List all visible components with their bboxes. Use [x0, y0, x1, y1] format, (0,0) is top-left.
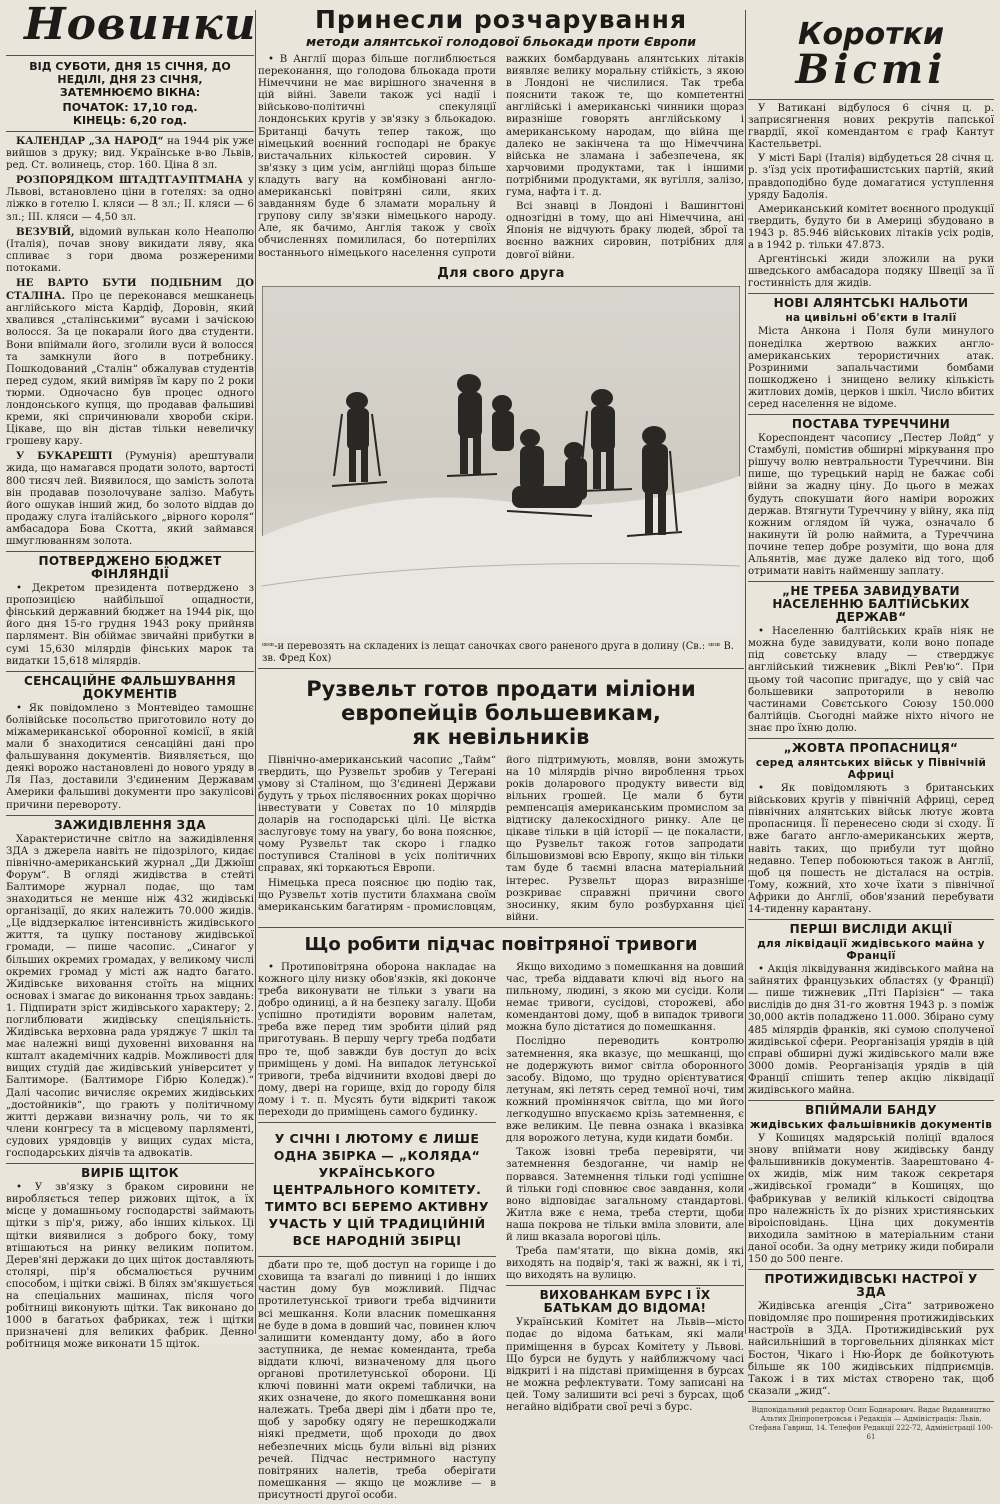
koliada-box: У СІЧНІ І ЛЮТОМУ Є ЛИШЕ ОДНА ЗБІРКА — „КОЛЯДА“ УКРАЇНСЬКОГО ЦЕНТРАЛЬНОГО КОМІТЕТУ. ТИМТО ВСІ БЕРЕМО АКТИВНУ УЧАСТЬ У ЦІЙ ТРАДИЦІЙНІЙ ВСЕ НАРОДНІЙ ЗБІРЦІ — [265, 1131, 489, 1249]
short-news-list — [6, 135, 254, 548]
forgery-text: • Як повідомлено з Монтевідео тамошнє болівійське посольство приготовило ноту до міжамериканської оборонної комісії, в якій мали б знаходитися сенсаційні дані про фальшування документів. Виявляється, що деякі ворожо настановлені до нового уряду в Ля Паз, доставили З'єдиненим Державам Америки фальшиві документи про закулісові причини перевороту. — [6, 702, 254, 811]
raids-text: Міста Анкона і Поля були минулого понеділка жертвою важких англо-американських терористичних атак. Розриними запальчастими бомбами пошкоджено і знищено велику кількість житлових домів, церков і шкіл. Число вбитих серед населення не відоме. — [748, 326, 994, 410]
short-news-item: У місті Барі (Італія) відбудеться 28 січня ц. р. з'їзд усіх протифашистських партій, який правдоподібно буде домагатися уступлення уряду Бадолія. — [748, 153, 994, 201]
imprint: Відповідальний редактор Осип Боднарович. Видає Видавництво Альтих Дніпропетровськ і Редакція — Адміністрація: Львів, Стефана Гавриш, 14. Телефон Редакції 222-72, Адміністрації 100-61 — [749, 1405, 993, 1441]
short-news-item: У Ватикані відбулося 6 січня ц. р. заприсягнення нових рекрутів папської гвардії, якої комендантом є граф Кантут Кастельветрі. — [748, 103, 994, 151]
finland-budget-heading: ПОТВЕРДЖЕНО БЮДЖЕТ ФІНЛЯНДІЇ — [38, 554, 222, 582]
lead-article-title: Принесли розчарування — [314, 5, 688, 34]
middle-column — [258, 0, 744, 1501]
roosevelt-paragraph: Північно-американський часопис „Тайм“ твердить, що Рузвельт зробив у Тегерані умову зі Сталіном, що З'єдинені Держави будуть у трьох післявоєнних роках щорічно інвестувати у Совєтах по 10 мілярдів доларів на господарські цілі. Це вістка заслуговує тому на увагу, бо вона пояснює, чому Рузвельт так скоро і гладко поступився Сталінові в усіх політичних справах, які торкаються Европи. — [258, 754, 496, 875]
blackout-end: КІНЕЦЬ: 6,20 год. — [73, 114, 187, 127]
bursa-heading: ВИХОВАНКАМ БУРС І ЇХ БАТЬКАМ ДО ВІДОМА! — [539, 1288, 711, 1316]
column-divider-right — [745, 10, 746, 1334]
lead-article-paragraph: • В Англії щораз більше поглиблюється переконання, що голодова бльокада проти Німеччини не має вирішного значення в цій війні. Завели також усі надії і військово-політичні спекуляції лондонських кругів у зв'язку з бльокадою. Британці бачуть тепер також, що німецький воєнний господарі не бракує вистачальних кількостей сировин. У зв'язку з цим усім, англійці щораз більше кладуть вагу на комбіновані англо-американські повітряні сили, яких завданням буде б зламати моральну й групову силу зв'язки німецького народу. Але, як бачимо, Англія також у своїх обчисленнях помилилася, бо потерпілих востаннього німецького населення супроти важких бомбардувань алянтських літаків виявляє велику моральну стійкість, з якою в Лондоні не числилися. Так треба пояснити також те, що компетентні англійські і американські чинники щораз виразніше говорять англійському і американському народам, що війна ще далеко не закінчена та що Німеччина війська не зламана і забезпечена, як харчовими продуктами, так і іншими потрібними продуктами, як вугілля, залізо, гума, нафта і т. д. — [258, 54, 744, 259]
airraid-paragraph: • Протиповітряна оборона накладає на кожного цілу низку обов'язків, які доконче треба виконувати не тільки з уваги на добро одиниці, а й на безпеку загалу. Щоби успішно протидіяти воровим налетам, треба вже перед тим зробити цілий ряд приготувань. В першу чергу треба подбати про те, щоб завжди був доступ до всіх приміщень у домі. На випадок летунської тривоги, треба відчинити входові двері до дому, двері на горище, вхід до городу біля дому і т. п. Мусять бути відкриті також переходи до приміщень самого будинку. — [258, 961, 496, 1119]
lead-article-paragraph: Всі знавці в Лондоні і Вашингтоні однозгідні в тому, що ані Німеччина, ані Японія не відчують браку людей, зброї та воєнно важних сировин, потрібних для довгої війни. — [506, 201, 744, 261]
photo-title: Для свого друга — [437, 265, 565, 281]
usa-heading: ЗАЖИДІВЛЕННЯ ЗДА — [54, 817, 206, 832]
blackout-start: ПОЧАТОК: 17,10 год. — [62, 101, 198, 114]
baltic-heading: „НЕ ТРЕБА ЗАВИДУВАТИ НАСЕЛЕННЮ БАЛТІЙСЬКИХ ДЕРЖАВ“ — [772, 584, 970, 625]
news-item: НЕ ВАРТО БУТИ ПОДІБНИМ ДО СТАЛІНА. Про це переконався мешканець англійського міста Кардіф, Доровін, який хвалився „сталінськими“ вусами і зачіскою волосся. За це покарали його два студенти. Вони впіймали його, зголили вуси й волосся та замкнули його в потребнику. Пошкодований „Сталін“ обжалував студентів перед судом, який виміряв їм кару по 2 роки тюрми. Одночасно був процес одного лондонського купця, що продавав фальшиві креми, які спричинювали хвороби скіри. Цікаве, що він дістав тільки невеличку грошеву кару. — [6, 277, 254, 448]
news-item: ВЕЗУВІЙ, відомий вулькан коло Неаполю (Італія), почав знову викидати ляву, яка спливає з гори двома розжереними потоками. — [6, 225, 254, 274]
short-news-masthead-line2: Вісті — [795, 46, 947, 93]
liquidation-subheading: для ліквідації жидівського майна у Франції — [757, 938, 985, 963]
right-column — [748, 0, 995, 1441]
roosevelt-body — [258, 755, 744, 924]
liquidation-text: • Акція ліквідування жидівського майна на зайнятих французьких областях (у Франції) — пише тижневик „Пті Парізієн“ — така вислідів до дня 31-го жовтня 1943 р. з поміж 30,000 актів поладжено 11.000. Збірано суму 485 мілярдів франків, які сумою сполученої жидівської сфери. Реорганізація урядів в цій справі обширні дужі жидівського мали вже 3000 домів. Реорганізація урядів в цій Франції спішить тепер акцію ліквідації жидівського майна. — [748, 964, 994, 1096]
blackout-times — [6, 101, 254, 127]
airraid-column-b — [506, 962, 744, 1504]
ski-soldiers-photo-image — [262, 286, 740, 638]
fever-text: • Як повідомляють з британських військових кругів у північній Африці, серед північних алянтських військ лютує жовта пропасниця. Її перенесено сюди зі сходу. Її вже багато англо-американських жертв, навіть таких, що прибули тут щойно недавно. Тепер побоюються також в Англії, щоб ця пошесть не дісталася на острів. Тому, кожний, хто хоче їхати з північної Африки до Англії, обов'язаний перебувати 14-тиденну карантану. — [748, 783, 994, 915]
moods-text: Жидівська агенція „Сіта“ затривожено повідомляє про поширення протижидівських настроїв в ЗДА. Протижидівський рух найсильніший в торговельних ділянках міст Бостон, Чікаго і Ню-Йорк де бойкотують більше як 100 жидівських підприємців. Також і в тих містах створено так, щоб сказали „жид“. — [748, 1301, 994, 1397]
roosevelt-paragraph: Німецька преса пояснює цю подію так, що Рузвельт хотів пустити блахмана своїм американським багатирям - промисловцям, його підтримують, мовляв, вони зможуть на 10 мілярдів річно вироблення трьох років доларового продукту вивести від вільних грошей. Це мали б бути ремпенсація американським промислом за відтиску далекосхідного ринку. Але це цікаве тільки в цій історії — це покаласти, що Рузвельт також готов запродати більшовизмові всю Европу, якщо він тільки там буде б таємні власна матеріальний інтерес. Рузвельт щораз виразніше розкриває справжні причини свого зносинку, яким було розбурхання цієї війни. — [258, 754, 744, 923]
moods-heading: ПРОТИЖИДІВСЬКІ НАСТРОЇ У ЗДА — [764, 1272, 978, 1300]
photo-caption: ꟹꟹ-и перевозять на складених із лещат саночках свого раненого друга в долину (Св.: ꟹꟹ В. зв. Фред Кох) — [262, 640, 734, 664]
ski-soldiers-photo — [262, 286, 740, 638]
left-column — [6, 0, 257, 1351]
raids-subheading: на цивільні об'єкти в Італії — [785, 312, 957, 325]
turkey-heading: ПОСТАВА ТУРЕЧЧИНИ — [791, 417, 951, 432]
airraid-headline: Що робити підчас повітряної тривоги — [304, 933, 698, 955]
airraid-section — [258, 962, 744, 1504]
airraid-paragraph: Якщо виходимо з помешкання на довший час, треба віддавати ключі від нього на пильному, людині, з якою ми сусіди. Коли немає тривоги, сусідові, сторожеві, або комендантові дому, щоб в випадок тривоги можна було дістатися до помешкання. — [506, 961, 744, 1034]
baltic-text: • Населенню балтійських країв ніяк не можна буде завидувати, коли воно попаде під совєтську владу — стверджує англійський тижневик „Віклі Рев'ю“. При цьому той часопис пригадує, що у свій час большевики запроторили в неволю частинами Совєтського Союзу 150.000 балтійців. Сьогодні майже ніхто нічого не знає про їхню долю. — [748, 626, 994, 734]
novynky-masthead: Новинки — [24, 0, 257, 50]
lead-article-subtitle: методи алянтської голодової бльокади проти Європи — [306, 34, 696, 49]
airraid-paragraph: Треба пам'ятати, що вікна домів, які виходять на подвір'я, такі ж важні, як і ті, що виходять на вулицю. — [506, 1246, 744, 1282]
forgery-heading: СЕНСАЦІЙНЕ ФАЛЬШУВАННЯ ДОКУМЕНТІВ — [24, 673, 236, 701]
fever-heading: „ЖОВТА ПРОПАСНИЦЯ“ — [783, 741, 959, 756]
news-item: У БУКАРЕШТІ (Румунія) арештували жида, що намагався продати золото, вартості 800 тисяч лей. Виявилося, що замість золота він продавав позолочуване залізо. Мабуть його ошукав інший жид, бо золото віддав до продажу слуга італійського „вірного короля“ амбасадора Бова Скотта, який займався шмуглюванням золота. — [6, 450, 255, 547]
fever-subheading: серед алянтських військ у Північній Африці — [755, 757, 987, 782]
news-item: РОЗПОРЯДКОМ ШТАДТГАУПТМАНА у Львові, встановлено ціни в готелях: за одно ліжко в готелю I. кляси — 8 зл.; II. кляси — 6 зл.; III. кляси — 4,50 зл. — [6, 174, 255, 223]
short-news-item: Аргентінські жиди зложили на руки шведського амбасадора подяку Швеції за її гостинність для жидів. — [748, 254, 994, 290]
airraid-column-a — [258, 962, 496, 1504]
short-news-masthead-line1: Коротки — [798, 17, 944, 52]
roosevelt-headline-line1: Рузвельт готов продати міліони — [306, 676, 696, 701]
gang-text: У Кошицях мадярській поліції вдалося знову впіймати нову жидівську банду фальшивників документів. Заарештовано 4-ох жидів, між ним також секретаря „жидівської громади“ в Кошицях, що фабрикував у великій кількості свідоцтва про належність їх до різних християнських віроісповідань. Ціна цих документів виходила замітною в матеріальним стани даної особи. За одну метрику жиди побирали 150 до 500 пенге. — [748, 1133, 994, 1266]
airraid-paragraph: Також ізовні треба перевіряти, чи затемнення бездоганне, чи намір не порвався. Затемнення тільки годі успішне й тільки годі сповнює своє завдання, коли воно відповідає загальному стандартові. Житла вже є нема, треба стерти, щоби наша покрова не тільки вміла зловити, але й лиш вказала ворогові ціль. — [506, 1147, 744, 1243]
news-item: КАЛЕНДАР „ЗА НАРОД“ на 1944 рік уже вийшов з друку; вид. Українське в-во Львів, ред. Ст. волинець, стор. 160. Ціна 8 зл. — [6, 135, 254, 172]
airraid-paragraph: Послідно переводить контролю затемнення, яка вказує, що мешканці, що не додержують вимог світла оборонного засобу. Відомо, що трудно орієнтуватися летунам, які летять серед темної ночі, тим кожний проміннячок світла, що ми його легкодушно впускаємо крізь затемнення, є вже великим. Це певна ознака і вказівка для ворожого летуна, куди кидати бомби. — [506, 1036, 744, 1145]
roosevelt-headline-line2: европейців большевикам, — [341, 700, 661, 725]
usa-text: Характеристичне світло на зажидівлення ЗДА з джерела навіть не підозрілого, кидає північно-американський журнал „Ди Джюїш Форум“. В огляді жидівства в стейті Балтиморе журнал подає, що там знаходиться не менше ніж 432 жидівські організації, до яких належить 70.000 жидів. „Це віддзеркалює інтенсивність жидівського життя, та цупку постанову жидівської громади, — пише часопис. „Синагог у більших окремих громадах, у великому числі окремих громад у місті аж надто багато. Жидівське виховання стоїть на міцних основах і змагає до виконання трьох завдань: 1. Підпирати зріст жидівського характеру; 2. поглиблювати жидівську спеціяльність. Жидівська верховна рада уряджує 7 шкіл та має належні вищі духовенні виховання на кшталт академічних кадрів. Можливості для вищих студій дає жидівський університет у Балтиморе. (Балтиморе Гібрю Коледж).“ Далі часопис вичисляє окремих жидівських „достойників“, що грають у політичному житті держави визначну роль, чи то як члени конгресу та в місцевому парляменті, судових урядовців у вищих судах міста, господарських діячів та адвокатів. — [6, 833, 254, 1160]
gang-subheading: жидівських фальшівників документів — [749, 1119, 993, 1132]
brushes-text: • У зв'язку з браком сировини не виробляється тепер рижових щіток, а їх місце у домашньому господарстві займають щітки з пір'я, рижу, або інших кількох. Ці щітки виявилися з доброго боку, тому втішаються на ринку великим попитом. Дерев'яні держаки до цих щіток доставляють столярі, пір'я обсмалюється ручним способом, і щітки свіжі. В білях зм'якшується на спеціальних машинах, після чого робітниці виконують щітки. Так виконано до 1000 в багатьох фабриках, теж і щітки призначені для великих фабрик. Денно робітниця може виконати 15 щіток. — [6, 1182, 254, 1351]
blackout-notice: ВІД СУБОТИ, ДНЯ 15 СІЧНЯ, ДО НЕДІЛІ, ДНЯ 23 СІЧНЯ, ЗАТЕМНЮЄМО ВІКНА: — [29, 60, 231, 99]
lead-article-body — [258, 54, 744, 262]
liquidation-heading: ПЕРШІ ВИСЛІДИ АКЦІЇ — [789, 922, 953, 937]
brushes-heading: ВИРІБ ЩІТОК — [81, 1166, 179, 1181]
column-divider-left — [255, 10, 256, 1334]
turkey-text: Кореспондент часопису „Пестер Лойд“ у Стамбулі, помістив обширні міркування про рішучу волю невтральности Туреччини. Він пише, що турецький нарід не бажає собі війни за жадну ціну. До цього в межах будуть спокушати його наміри ворожих держав. Втягнути Туреччину у війну, яка під кожним оглядом їй чужа, означало б накинути їй ролю наймита, а Туреччина почине тепер добре розуміти, що вона для Альянтів, має дуже далеко від того, щоб отримати навіть найменшу заплату. — [748, 433, 994, 578]
bursa-text: Український Комітет на Львів—місто подає до відома батькам, які мали приміщення в бурсах Комітету у Львові. Що бурси не будуть у найближчому часі відкриті і на підставі приміщення в бурсах не можна рефлектувати. Тому записані на цей. Тому залишити всі речі з бурсах, щоб негайно відібрати свої речі з бурс. — [506, 1317, 744, 1413]
gang-heading: ВПІЙМАЛИ БАНДУ — [805, 1103, 937, 1118]
roosevelt-headline — [258, 677, 744, 749]
roosevelt-headline-line3: як невільників — [412, 724, 590, 749]
finland-budget-text: • Декретом президента потверджено з пропозицією найбільшої ощадности, фінський державний бюджет на 1944 рік, що його дня 15-го грудня 1943 року прийняв парлямент. Він обіймає звичайні прибутки в сумі 15,630 мілярдів фінських марок та видатки 15,618 мілярдів. — [6, 583, 254, 667]
raids-heading: НОВІ АЛЯНТСЬКІ НАЛЬОТИ — [773, 296, 969, 311]
short-news-item: Американський комітет воєнного продукції твердить, будуто би в Америці збудовано в 1943 р. 85.946 військових літаків усіх родів, а в 1942 р. тільки 47.873. — [748, 203, 995, 252]
airraid-paragraph-more: дбати про те, щоб доступ на горище і до сховища та взагалі до пивниці і до інших частин дому був можливий. Підчас протилетунської тривоги треба відчинити всі мешкання. Коли власник помешкання не буде в дома в довший час, повинен ключ залишити коменданту дому, або в його заступника, де немає коменданта, треба віддати ключі, визначеному для цього органові протилетунської оборони. Ці ключі повинні мати окремі таблички, на яких означене, до якого помешкання вони належать. Треба двері дім і дбати про те, щоб у заробку одягу не перешкоджали ніякі предмети, щоб проходи до двох небезпечних місць були вільні від різних речей. Підчас нестримного наступу повітряних налетів, треба оберігати помешкання — якщо це можливе — в присутності другої особи. — [258, 1260, 496, 1501]
